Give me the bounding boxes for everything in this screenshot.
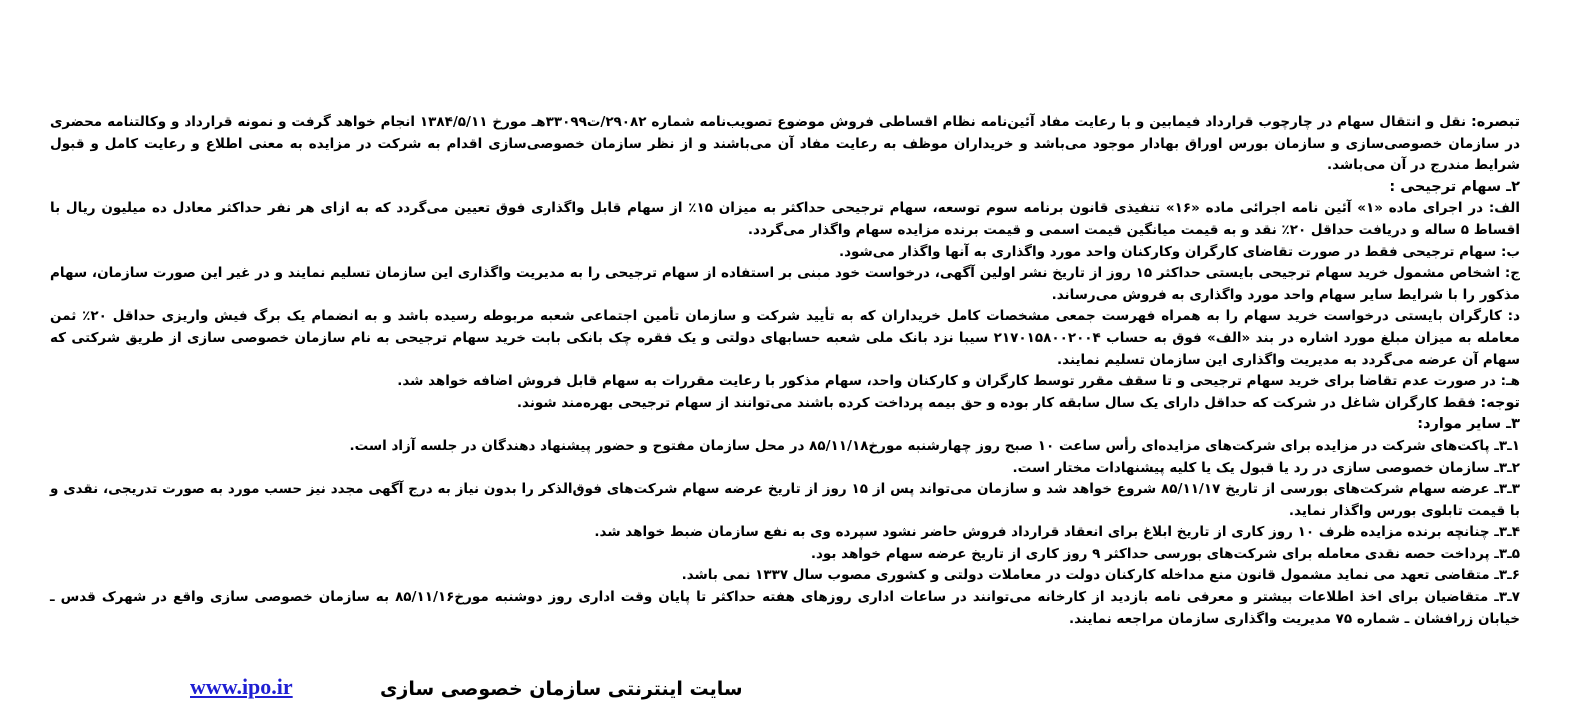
item-3-4: [50, 522, 1520, 544]
paragraph-text: الف: در اجرای ماده «۱» آئین نامه اجرائی ماده «۱۶» تنفیذی قانون برنامه سوم توسعه، سهام ترجیحی حداکثر به میزان ۱۵٪ از سهام قابل واگذاری فوق تعیین می‌گردد که به ازای هر نفر حداکثر معادل ده میلیون ریال با اقساط ۵ ساله و دریافت حداقل ۲۰٪ نقد و به قیمت میانگین قیمت اسمی و قیمت برنده مزایده سهام واگذار می‌گردد.: [50, 200, 1520, 238]
paragraph-text: هـ: در صورت عدم تقاضا برای خرید سهام ترجیحی و تا سقف مقرر توسط کارگران و کارکنان واحد، سهام مذکور با رعایت مقررات به سهام قابل فروش اضافه خواهد شد.: [397, 373, 1520, 390]
paragraph-text: د: کارگران بایستی درخواست خرید سهام را به همراه فهرست جمعی مشخصات کامل خریداران که به تأیید شرکت و سازمان تأمین اجتماعی شعبه مربوطه رسیده باشد و به انضمام یک برگ فیش واریزی حداقل ۲۰٪ ثمن معامله به میزان مبلغ مورد اشاره در بند «الف» فوق به حساب ۲۱۷۰۱۵۸۰۰۲۰۰۴ سیبا نزد بانک ملی شعبه حسابهای دولتی و یک فقره چک بانکی بابت خرید سهام ترجیحی به نام سازمان خصوصی سازی از طریق شرکتی که سهام آن عرضه می‌گردد به مدیریت واگذاری این سازمان تسلیم نمایند.: [50, 308, 1520, 368]
section-heading-other-items: [50, 414, 1520, 436]
item-3-1: [50, 436, 1520, 458]
clause-be: [50, 242, 1520, 264]
item-3-3: [50, 479, 1520, 522]
paragraph-text: ۱ـ۳ـ پاکت‌های شرکت در مزایده برای شرکت‌های مزایده‌ای رأس ساعت ۱۰ صبح روز چهارشنبه مورخ۸۵/۱۱/۱۸ در محل سازمان مفتوح و حضور پیشنهاد دهندگان در جلسه آزاد است.: [349, 437, 1520, 454]
paragraph-tavajoh: [50, 393, 1520, 415]
website-link[interactable]: www.ipo.ir: [190, 674, 293, 699]
paragraph-text: نقل و انتقال سهام در چارچوب قرارداد فیمابین و با رعایت مفاد آئین‌نامه نظام اقساطی فروش موضوع تصویب‌نامه شماره ۲۹۰۸۲/ت۳۳۰۹۹هـ مورخ ۱۳۸۴/۵/۱۱ انجام خواهد گرفت و نمونه قرارداد و وکالتنامه محضری در سازمان خصوصی‌سازی و سازمان بورس اوراق بهادار موجود می‌باشد و خریداران موظف به رعایت مفاد آن می‌باشند و از نظر سازمان خصوصی‌سازی اقدام به شرکت در مزایده به معنی اطلاع و رعایت کامل و قبول شرایط مندرج در آن می‌باشد.: [50, 114, 1520, 174]
paragraph-text: ۵ـ۳ـ پرداخت حصه نقدی معامله برای شرکت‌های بورسی حداکثر ۹ روز کاری از تاریخ عرضه سهام خواهد بود.: [810, 545, 1520, 562]
item-3-5: [50, 544, 1520, 566]
section-heading: ۲ـ سهام ترجیحی :: [1389, 178, 1520, 195]
paragraph-text: ۲ـ۳ـ سازمان خصوصی سازی در رد یا قبول یک یا کلیه پیشنهادات مختار است.: [1012, 459, 1520, 476]
clause-alef: [50, 198, 1520, 241]
paragraph-text: ۴ـ۳ـ چنانچه برنده مزایده ظرف ۱۰ روز کاری از تاریخ ابلاغ برای انعقاد قرارداد فروش حاضر نشود سپرده وی به نفع سازمان ضبط خواهد شد.: [594, 524, 1520, 541]
clause-jim: [50, 263, 1520, 306]
lead-label: تبصره:: [1470, 114, 1521, 130]
paragraph-text: ب: سهام ترجیحی فقط در صورت تقاضای کارگران وکارکنان واحد مورد واگذاری به آنها واگذار می‌شود.: [838, 243, 1520, 260]
footer-site-title: سایت اینترنتی سازمان خصوصی سازی: [380, 678, 743, 700]
item-3-7: [50, 587, 1520, 630]
announcement-body: [50, 112, 1520, 630]
paragraph-tabsareh: [50, 112, 1520, 177]
section-heading-preferred-shares: [50, 177, 1520, 199]
item-3-2: [50, 458, 1520, 480]
paragraph-text: ۷ـ۳ـ متقاضیان برای اخذ اطلاعات بیشتر و معرفی نامه بازدید از کارخانه می‌توانند در ساعات اداری روزهای هفته حداکثر تا پایان وقت اداری روز دوشنبه مورخ۸۵/۱۱/۱۶ به سازمان خصوصی سازی واقع در شهرک قدس ـ خیابان زرافشان ـ شماره ۷۵ مدیریت واگذاری سازمان مراجعه نمایند.: [50, 589, 1520, 627]
section-heading: ۳ـ سایر موارد:: [1417, 416, 1520, 433]
clause-he: [50, 371, 1520, 393]
lead-label: توجه:: [1480, 394, 1520, 411]
paragraph-text: ۳ـ۳ـ عرضه سهام شرکت‌های بورسی از تاریخ ۸۵/۱۱/۱۷ شروع خواهد شد و سازمان می‌تواند پس از ۱۵ روز از تاریخ عرضه سهام شرکت‌های فوق‌الذکر را بدون نیاز به درج آگهی مجدد نیز حسب مورد به صورت تدریجی، نقدی و با قیمت تابلوی بورس واگذار نماید.: [50, 481, 1521, 519]
paragraph-text: ج: اشخاص مشمول خرید سهام ترجیحی بایستی حداکثر ۱۵ روز از تاریخ نشر اولین آگهی، درخواست خود مبنی بر استفاده از سهام ترجیحی را به مدیریت واگذاری این سازمان تسلیم نمایند و در غیر این صورت سازمان، سهام مذکور را با شرایط سایر سهام واحد مورد واگذاری به فروش می‌رساند.: [50, 265, 1520, 303]
item-3-6: [50, 565, 1520, 587]
paragraph-text: ۶ـ۳ـ متقاضی تعهد می نماید مشمول قانون منع مداخله کارکنان دولت در معاملات دولتی و کشوری مصوب سال ۱۳۳۷ نمی باشد.: [681, 567, 1520, 584]
clause-dal: [50, 306, 1520, 371]
paragraph-text: فقط کارگران شاغل در شرکت که حداقل دارای یک سال سابقه کار بوده و حق بیمه پرداخت کرده باشند می‌توانند از سهام ترجیحی بهره‌مند شوند.: [516, 394, 1481, 411]
